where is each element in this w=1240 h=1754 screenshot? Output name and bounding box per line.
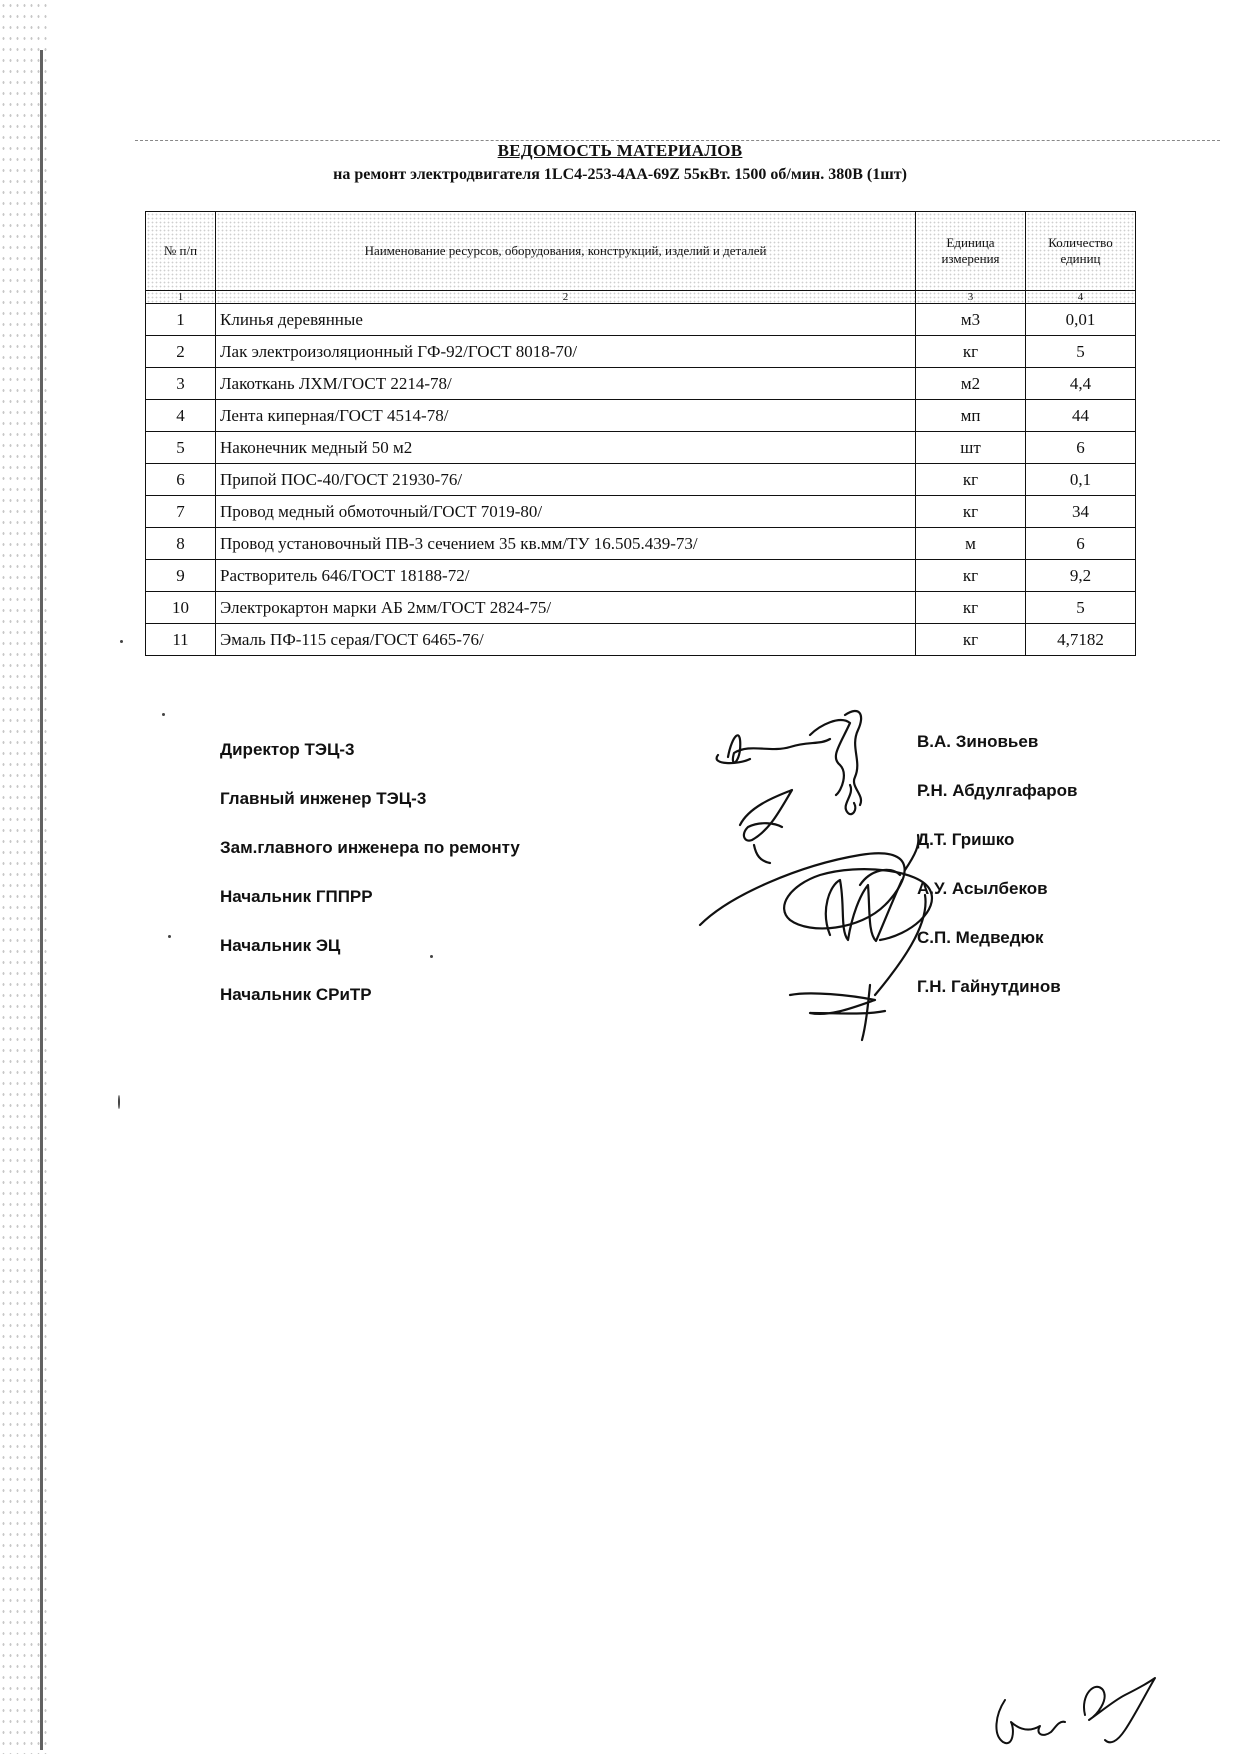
table-row [146,528,1136,560]
signatory-name: В.А. Зиновьев [917,732,1039,751]
row-quantity: 6 [1026,432,1136,464]
row-name: Растворитель 646/ГОСТ 18188-72/ [216,560,916,592]
signatory-name: Д.Т. Гришко [917,830,1015,849]
handwritten-signatures [690,695,1130,1055]
row-number: 11 [146,624,216,656]
scan-speck [120,640,123,643]
signatory-position: Начальник ЭЦ [220,936,341,955]
row-quantity: 4,7182 [1026,624,1136,656]
table-row [146,624,1136,656]
table-row [146,368,1136,400]
row-number: 7 [146,496,216,528]
table-row [146,592,1136,624]
signatory-name: С.П. Медведюк [917,928,1044,947]
table-row [146,432,1136,464]
row-quantity: 0,1 [1026,464,1136,496]
row-quantity: 34 [1026,496,1136,528]
table-row [146,464,1136,496]
column-index: 4 [1026,291,1136,304]
scan-speck [430,955,433,958]
header-qty: Количество единиц [1026,212,1136,291]
table-row [146,400,1136,432]
row-quantity: 5 [1026,592,1136,624]
row-name: Электрокартон марки АБ 2мм/ГОСТ 2824-75/ [216,592,916,624]
table-header-row [146,212,1136,291]
document-subtitle: на ремонт электродвигателя 1LC4-253-4АА-69Z 55кВт. 1500 об/мин. 380В (1шт) [333,166,907,183]
row-number: 6 [146,464,216,496]
column-index: 1 [146,291,216,304]
scan-speck [118,1095,120,1109]
row-quantity: 5 [1026,336,1136,368]
row-quantity: 4,4 [1026,368,1136,400]
materials-table [145,211,1136,656]
row-name: Провод установочный ПВ-3 сечением 35 кв.мм/ТУ 16.505.439-73/ [216,528,916,560]
row-unit: м3 [916,304,1026,336]
row-number: 1 [146,304,216,336]
signatory-position: Главный инженер ТЭЦ-3 [220,789,427,808]
column-index-row [146,291,1136,304]
document-title: ВЕДОМОСТЬ МАТЕРИАЛОВ [497,141,743,160]
table-row [146,304,1136,336]
signatory-position: Директор ТЭЦ-3 [220,740,355,759]
row-unit: мп [916,400,1026,432]
header-num: № п/п [146,212,216,291]
row-name: Клинья деревянные [216,304,916,336]
row-unit: кг [916,464,1026,496]
row-unit: м [916,528,1026,560]
row-name: Лакоткань ЛХМ/ГОСТ 2214-78/ [216,368,916,400]
row-unit: кг [916,496,1026,528]
row-number: 10 [146,592,216,624]
table-row [146,336,1136,368]
row-number: 5 [146,432,216,464]
scan-speck [168,935,171,938]
row-quantity: 9,2 [1026,560,1136,592]
signatory-position: Начальник ГППРР [220,887,373,906]
row-name: Эмаль ПФ-115 серая/ГОСТ 6465-76/ [216,624,916,656]
signatory-position: Начальник СРиТР [220,985,372,1004]
row-unit: кг [916,336,1026,368]
row-name: Лента киперная/ГОСТ 4514-78/ [216,400,916,432]
header-name: Наименование ресурсов, оборудования, конструкций, изделий и деталей [216,212,916,291]
binding-line [40,50,43,1750]
table-row [146,496,1136,528]
row-unit: м2 [916,368,1026,400]
row-unit: кг [916,624,1026,656]
column-index: 2 [216,291,916,304]
row-name: Провод медный обмоточный/ГОСТ 7019-80/ [216,496,916,528]
row-number: 3 [146,368,216,400]
row-number: 9 [146,560,216,592]
signatory-position: Зам.главного инженера по ремонту [220,838,520,857]
table-row [146,560,1136,592]
row-name: Наконечник медный 50 м2 [216,432,916,464]
column-index: 3 [916,291,1026,304]
signatory-name: Г.Н. Гайнутдинов [917,977,1061,996]
header-unit: Единица измерения [916,212,1026,291]
row-unit: шт [916,432,1026,464]
row-name: Припой ПОС-40/ГОСТ 21930-76/ [216,464,916,496]
corner-signature [985,1660,1185,1750]
signatory-name: Р.Н. Абдулгафаров [917,781,1078,800]
signatory-name: А.У. Асылбеков [917,879,1048,898]
scan-speck [162,713,165,716]
row-unit: кг [916,592,1026,624]
row-unit: кг [916,560,1026,592]
row-number: 4 [146,400,216,432]
row-quantity: 44 [1026,400,1136,432]
row-quantity: 6 [1026,528,1136,560]
row-quantity: 0,01 [1026,304,1136,336]
row-number: 2 [146,336,216,368]
row-name: Лак электроизоляционный ГФ-92/ГОСТ 8018-70/ [216,336,916,368]
row-number: 8 [146,528,216,560]
